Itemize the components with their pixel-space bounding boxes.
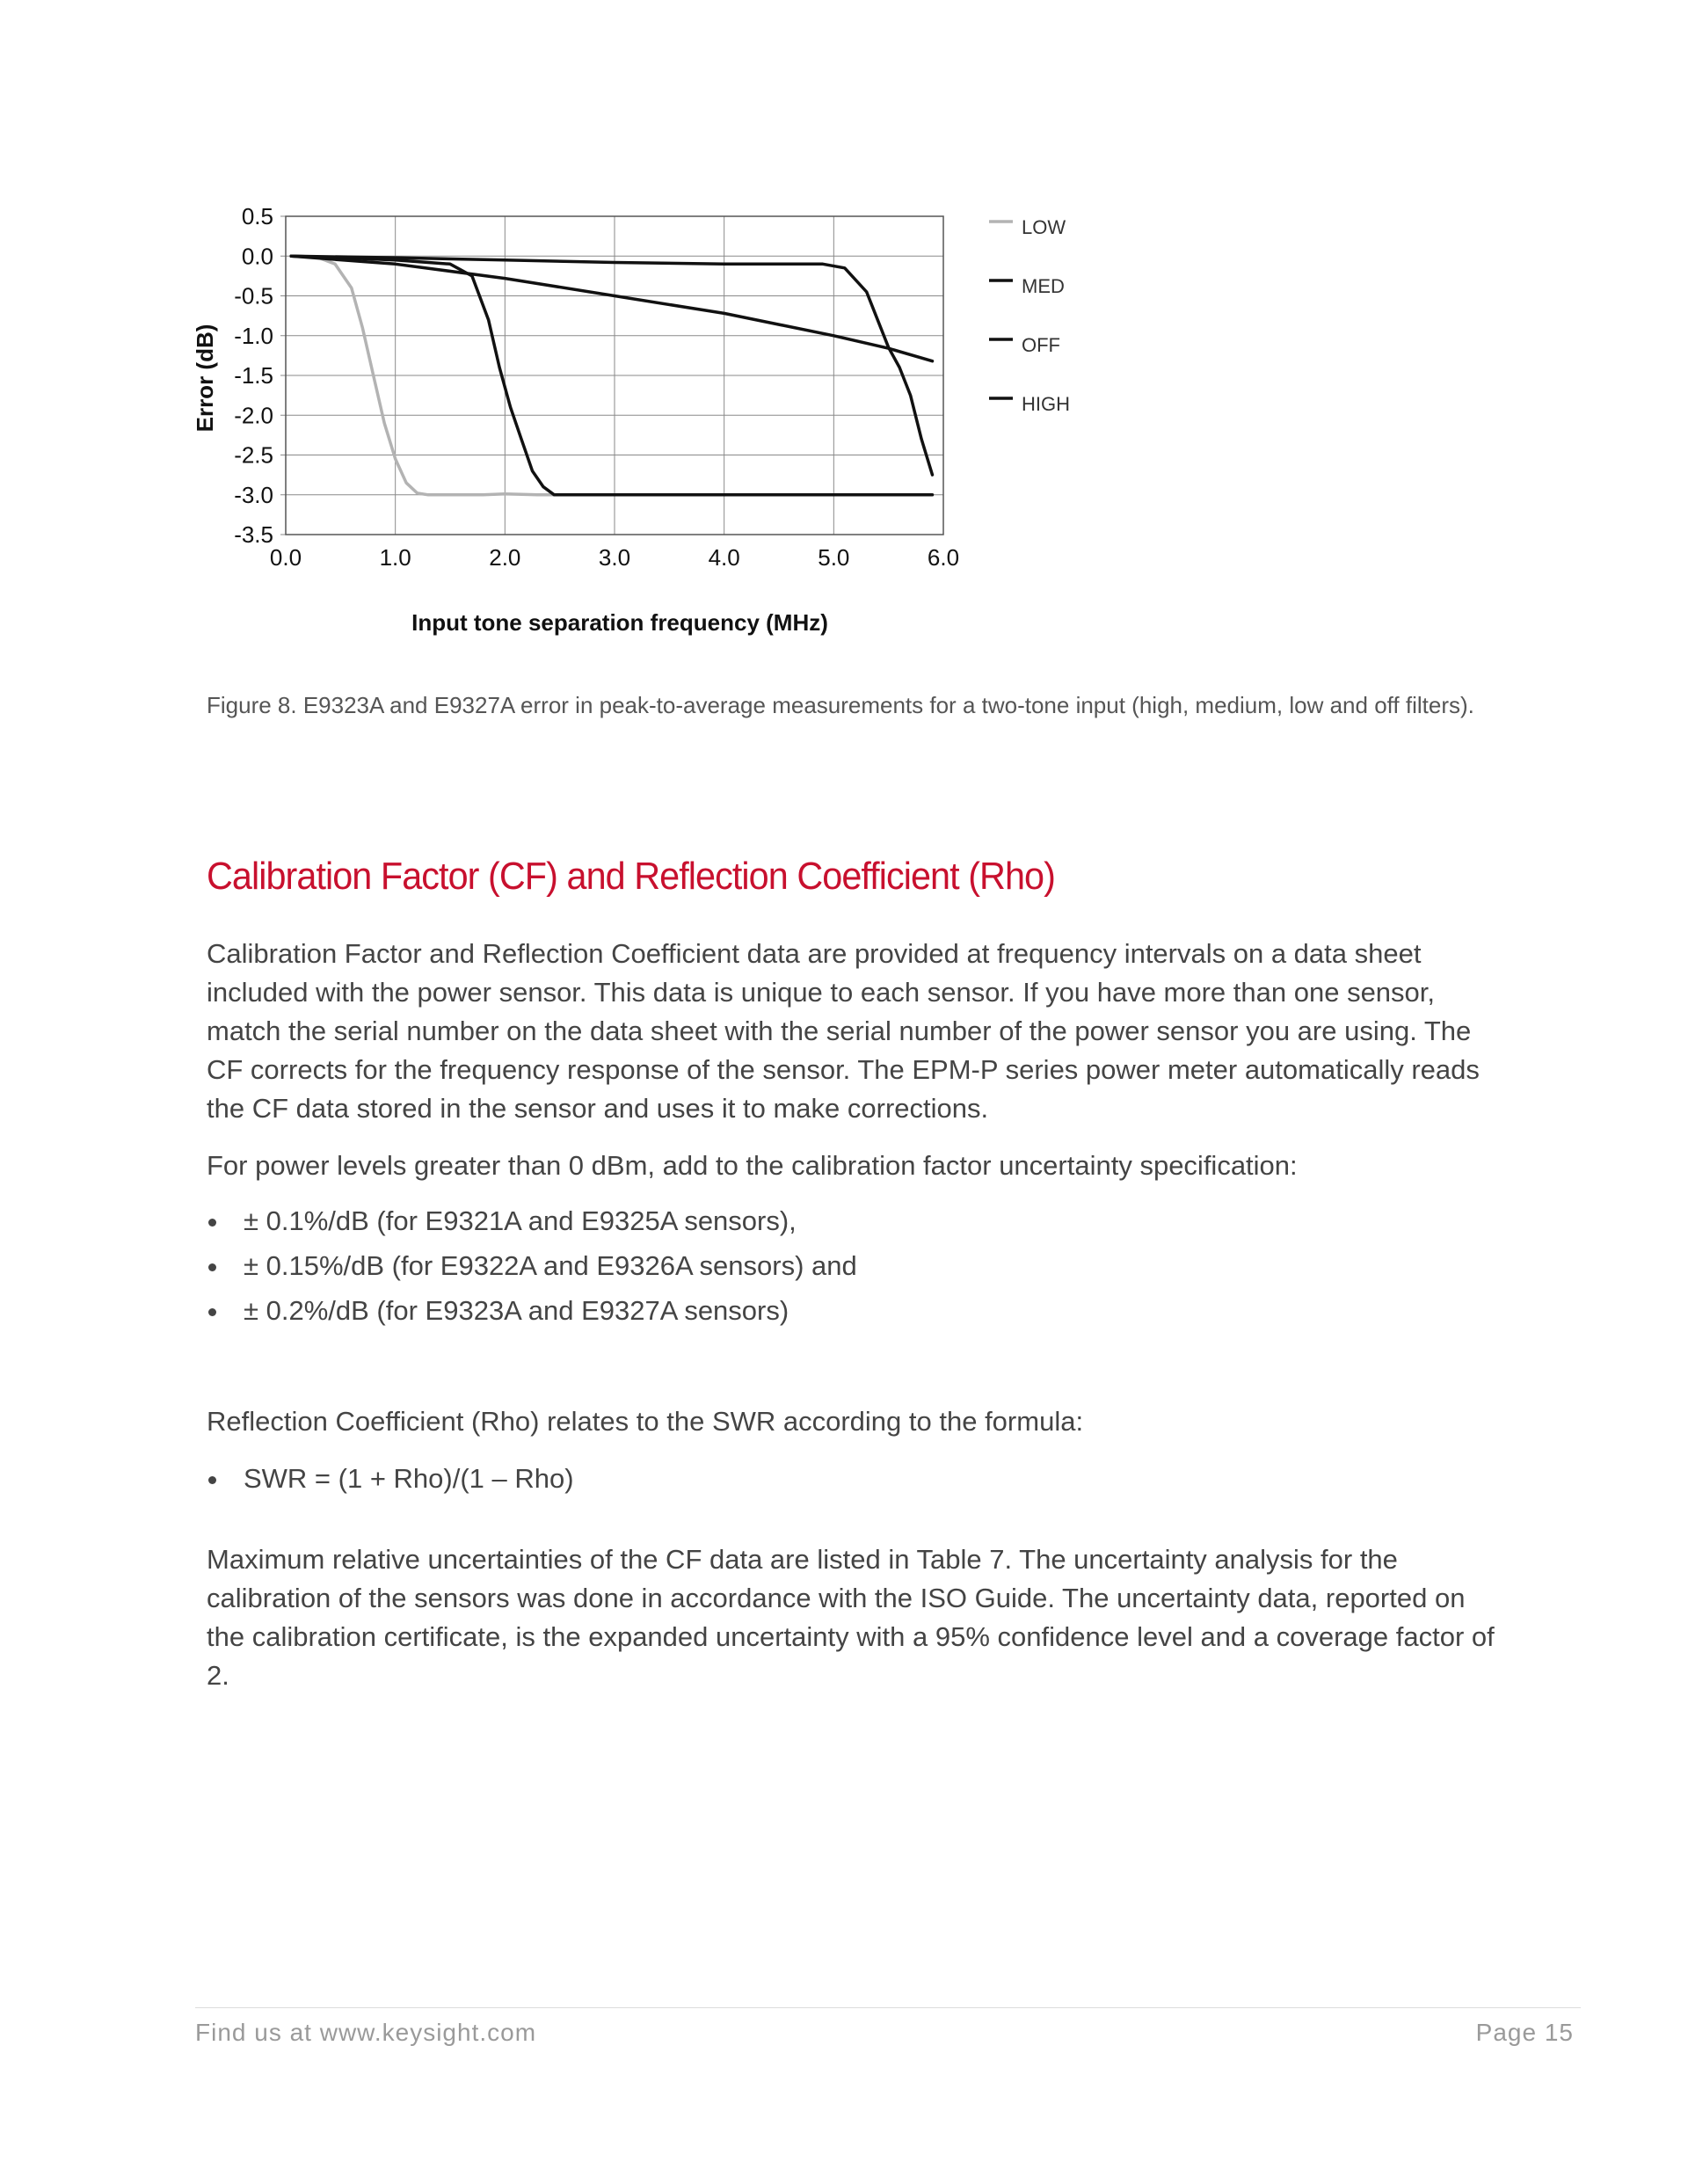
y-axis-label: Error (dB) <box>192 324 218 433</box>
bullet-icon <box>208 1308 216 1316</box>
y-tick-label: -0.5 <box>234 282 273 309</box>
chart-legend <box>989 216 1070 415</box>
x-tick-label: 6.0 <box>927 544 960 571</box>
paragraph-power-levels: For power levels greater than 0 dBm, add to the calibration factor uncertainty specification: <box>207 1150 1298 1181</box>
list-item-text: SWR = (1 + Rho)/(1 – Rho) <box>244 1463 574 1494</box>
list-item <box>207 1292 857 1336</box>
bullet-icon <box>208 1219 216 1227</box>
legend-label-med: MED <box>1022 275 1065 297</box>
bullet-icon <box>208 1263 216 1271</box>
bullet-icon <box>208 1476 216 1484</box>
legend-label-low: LOW <box>1022 216 1066 238</box>
error-chart <box>176 202 1125 651</box>
series-line-high <box>291 256 932 475</box>
paragraph-cf-intro: Calibration Factor and Reflection Coefficient data are provided at frequency intervals on a data sheet included with the power sensor. This data is unique to each sensor. If you have more than one sensor, match the serial number on the data sheet with the serial number of the power sensor you are using. The CF corrects for the frequency response of the sensor. The EPM-P series power meter automatically reads the CF data stored in the sensor and uses it to make corrections. <box>207 938 1480 1124</box>
x-tick-label: 2.0 <box>489 544 521 571</box>
y-tick-label: -1.0 <box>234 322 273 349</box>
x-tick-label: 3.0 <box>598 544 631 571</box>
list-item <box>207 1247 857 1292</box>
x-tick-label: 0.0 <box>269 544 302 571</box>
legend-label-high: HIGH <box>1022 393 1070 415</box>
formula-list <box>207 1460 574 1504</box>
y-tick-label: -1.5 <box>234 362 273 389</box>
list-item <box>207 1460 574 1504</box>
list-item-text: ± 0.2%/dB (for E9323A and E9327A sensors) <box>244 1295 789 1326</box>
list-item-text: ± 0.1%/dB (for E9321A and E9325A sensors), <box>244 1205 797 1236</box>
uncertainty-list <box>207 1202 857 1336</box>
y-tick-label: 0.5 <box>241 203 273 229</box>
y-tick-label: -3.5 <box>234 521 273 548</box>
paragraph-uncertainty: Maximum relative uncertainties of the CF data are listed in Table 7. The uncertainty analysis for the calibration of the sensors was done in accordance with the ISO Guide. The uncertainty data, reported on the calibration certificate, is the expanded uncertainty with a 95% confidence level and a coverage factor of 2. <box>207 1544 1495 1691</box>
series-line-off <box>291 256 932 360</box>
x-tick-label: 1.0 <box>379 544 411 571</box>
x-tick-label: 4.0 <box>708 544 740 571</box>
section-title: Calibration Factor (CF) and Reflection Coefficient (Rho) <box>207 855 1055 898</box>
x-tick-label: 5.0 <box>818 544 850 571</box>
page-number: Page 15 <box>1475 2019 1574 2046</box>
list-item-text: ± 0.15%/dB (for E9322A and E9326A sensors) and <box>244 1250 857 1281</box>
legend-label-off: OFF <box>1022 334 1060 356</box>
list-item <box>207 1202 857 1247</box>
footer-divider <box>195 2007 1581 2008</box>
y-tick-label: 0.0 <box>241 243 273 270</box>
paragraph-rho: Reflection Coefficient (Rho) relates to the SWR according to the formula: <box>207 1406 1084 1437</box>
y-tick-label: -2.0 <box>234 402 273 429</box>
x-axis-label: Input tone separation frequency (MHz) <box>411 609 828 636</box>
y-tick-label: -2.5 <box>234 441 273 469</box>
footer-website: Find us at www.keysight.com <box>195 2019 537 2046</box>
y-tick-label: -3.0 <box>234 481 273 508</box>
figure-caption: Figure 8. E9323A and E9327A error in peak-to-average measurements for a two-tone input (high, medium, low and off filters). <box>207 692 1474 718</box>
